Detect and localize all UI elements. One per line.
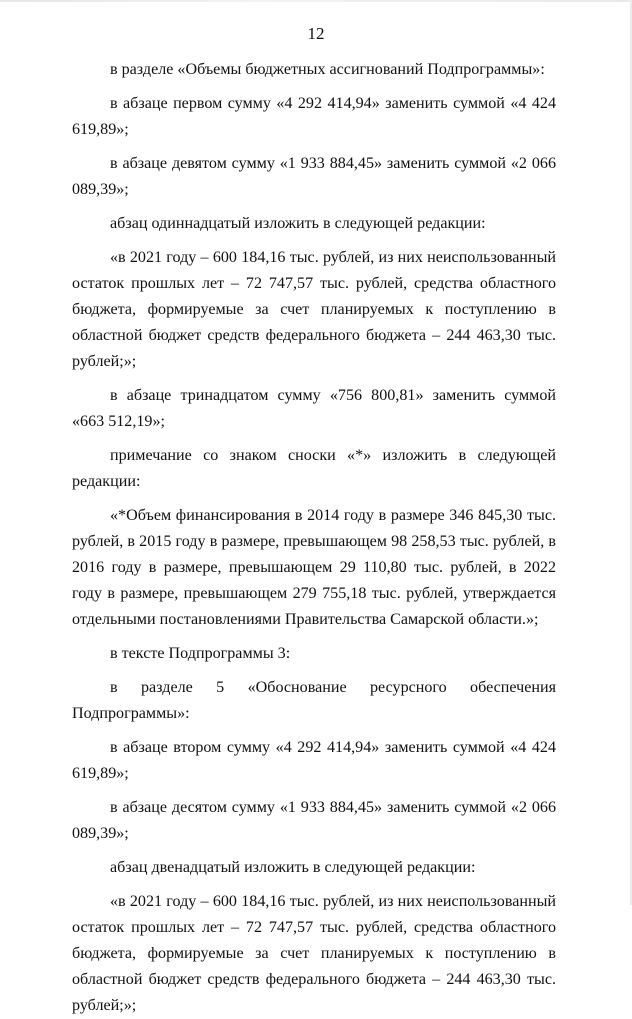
paragraph-amendment-ninth: в абзаце девятом сумму «1 933 884,45» заменить суммой «2 066 089,39»; — [72, 155, 556, 198]
paragraph-amendment-first: в абзаце первом сумму «4 292 414,94» заменить суммой «4 424 619,89»; — [72, 95, 556, 138]
document-body — [72, 57, 556, 1019]
paragraph-quoted-2021: «в 2021 году – 600 184,16 тыс. рублей, из них неиспользованный остаток прошлых лет – 72 747,57 тыс. рублей, средства областного бюджета, формируемые за счет планируемых к поступлению в областной бюджет средств федерального бюджета – 244 463,30 тыс. рублей;»; — [72, 249, 556, 370]
paragraph-section-heading: в разделе «Объемы бюджетных ассигнований Подпрограммы»: — [110, 61, 545, 78]
paragraph-footnote-intro: примечание со знаком сноски «*» изложить в следующей редакции: — [72, 447, 556, 490]
paragraph-footnote-text: «*Объем финансирования в 2014 году в размере 346 845,30 тыс. рублей, в 2015 году в размере, превышающем 98 258,53 тыс. рублей, в 2016 году в размере, превышающем 29 110,80 тыс. рублей, в 2022 году в размере, превышающем 279 755,18 тыс. рублей, утверждается отдельными постановлениями Правительства Самарской области.»; — [72, 507, 556, 628]
paragraph-subprogram-3: в тексте Подпрограммы 3: — [110, 645, 291, 662]
paragraph-amendment-thirteenth: в абзаце тринадцатом сумму «756 800,81» заменить суммой «663 512,19»; — [72, 387, 556, 430]
paragraph-eleventh-intro: абзац одиннадцатый изложить в следующей редакции: — [110, 215, 486, 232]
page-number: 12 — [307, 24, 325, 43]
paragraph-amendment-tenth: в абзаце десятом сумму «1 933 884,45» заменить суммой «2 066 089,39»; — [72, 799, 556, 842]
paragraph-amendment-second: в абзаце втором сумму «4 292 414,94» заменить суммой «4 424 619,89»; — [72, 739, 556, 782]
scan-edge-top — [0, 0, 632, 2]
paragraph-twelfth-intro: абзац двенадцатый изложить в следующей редакции: — [110, 859, 476, 876]
paragraph-section-5: в разделе 5 «Обоснование ресурсного обеспечения Подпрограммы»: — [72, 679, 556, 722]
paragraph-quoted-2021-repeat: «в 2021 году – 600 184,16 тыс. рублей, из них неиспользованный остаток прошлых лет – 72 747,57 тыс. рублей, средства областного бюджета, формируемые за счет планируемых к поступлению в областной бюджет средств федерального бюджета – 244 463,30 тыс. рублей;»; — [72, 893, 556, 1014]
